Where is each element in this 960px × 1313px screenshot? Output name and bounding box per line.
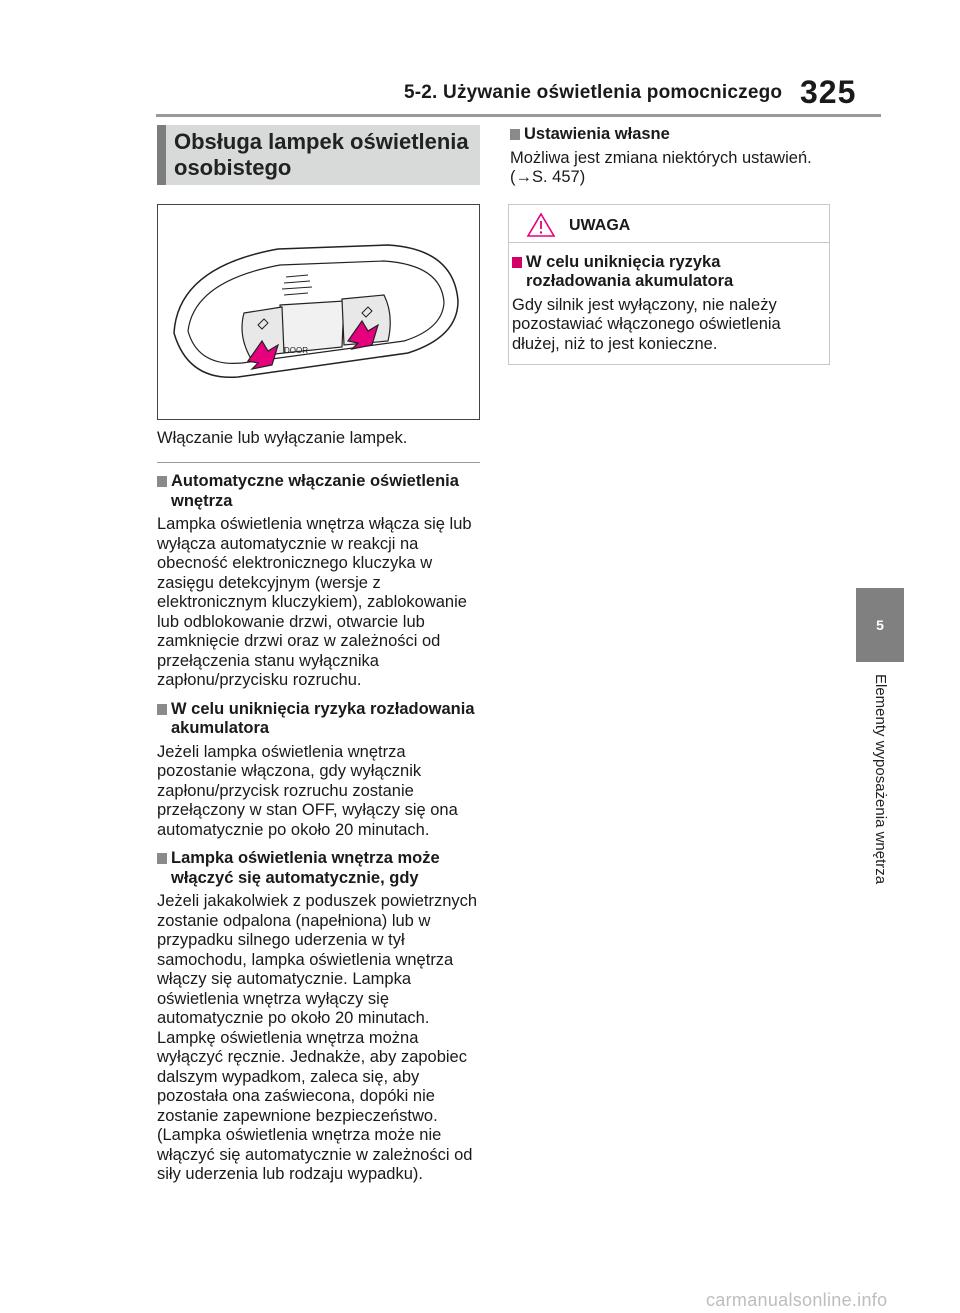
block-text: Lampka oświetlenia wnętrza włącza się lub wyłącza automatycznie w reakcji na obecność elektronicznego kluczyka w zasięgu detekcyjnym (wersje z elektronicznym kluczykiem), zablokowanie lub odblokowanie drzwi, otwarcie lub zamknięcie drzwi oraz w zależności od przełączenia stanu wyłącznika zapłonu/przycisku rozruchu. bbox=[157, 515, 472, 689]
square-bullet-icon bbox=[510, 129, 520, 140]
chapter-label: Elementy wyposażenia wnętrza bbox=[872, 674, 889, 885]
section-heading: Obsługa lampek oświetlenia osobistego bbox=[157, 125, 480, 185]
warning-body bbox=[509, 243, 829, 365]
figure-caption: Włączanie lub wyłączanie lampek. bbox=[157, 428, 480, 463]
lamp-illustration bbox=[158, 205, 480, 419]
block-text: Jeżeli jakakolwiek z poduszek powietrznych zostanie odpalona (napełniona) lub w przypadku silnego uderzenia w tył samochodu, lampka oświetlenia wnętrza włączy się automatycznie. Lampka oświetlenia wnętrza wyłączy się automatycznie po około 20 minutach. Lampkę oświetlenia wnętrza można wyłączyć ręcznie. Jednakże, aby zapobiec dalszym wypadkom, zaleca się, aby pozostała ona zaświecona, dopóki nie zostanie zapewnione bezpieczeństwo. (Lampka oświetlenia wnętrza może nie włączyć się automatycznie w zależności od siły uderzenia lub rodzaju wypadku). bbox=[157, 892, 478, 1183]
block-text: Jeżeli lampka oświetlenia wnętrza pozostanie włączona, gdy wyłącznik zapłonu/przycisk rozruchu zostanie przełączony w stan OFF, wyłączy się ona automatycznie po około 20 minutach. bbox=[157, 742, 458, 839]
square-bullet-icon bbox=[157, 704, 167, 715]
square-bullet-icon bbox=[157, 476, 167, 487]
content-block-auto-lighting bbox=[157, 472, 480, 691]
running-header-title: 5-2. Używanie oświetlenia pomocniczego bbox=[404, 82, 783, 103]
header-rule bbox=[156, 114, 881, 117]
square-bullet-icon bbox=[157, 853, 167, 864]
content-block-battery bbox=[157, 700, 480, 841]
block-heading: Lampka oświetlenia wnętrza może włączyć się automatycznie, gdy bbox=[157, 849, 480, 888]
warning-header bbox=[509, 205, 829, 243]
content-block-auto-on bbox=[157, 849, 480, 1185]
block-heading: W celu uniknięcia ryzyka rozładowania akumulatora bbox=[157, 700, 480, 739]
chapter-tab: 5 bbox=[856, 588, 904, 662]
warning-label: UWAGA bbox=[569, 216, 631, 234]
watermark: carmanualsonline.info bbox=[706, 1290, 888, 1310]
page-number: 325 bbox=[800, 74, 857, 110]
figure-personal-lamps bbox=[157, 204, 480, 420]
door-button-label: DOOR bbox=[284, 346, 308, 355]
left-column bbox=[157, 125, 480, 1185]
square-bullet-icon bbox=[512, 257, 522, 268]
warning-text: Gdy silnik jest wyłączony, nie należy pozostawiać włączonego oświetlenia dłużej, niż to jest konieczne. bbox=[512, 295, 781, 353]
custom-settings-text: Możliwa jest zmiana niektórych ustawień. (→S. 457) bbox=[510, 148, 812, 186]
right-column bbox=[510, 125, 832, 365]
warning-heading: W celu uniknięcia ryzyka rozładowania akumulatora bbox=[512, 253, 825, 292]
warning-triangle-icon bbox=[526, 212, 556, 238]
block-heading: Automatyczne włączanie oświetlenia wnętrza bbox=[157, 472, 480, 511]
warning-box bbox=[508, 204, 830, 366]
custom-settings-heading: Ustawienia własne bbox=[510, 125, 832, 145]
